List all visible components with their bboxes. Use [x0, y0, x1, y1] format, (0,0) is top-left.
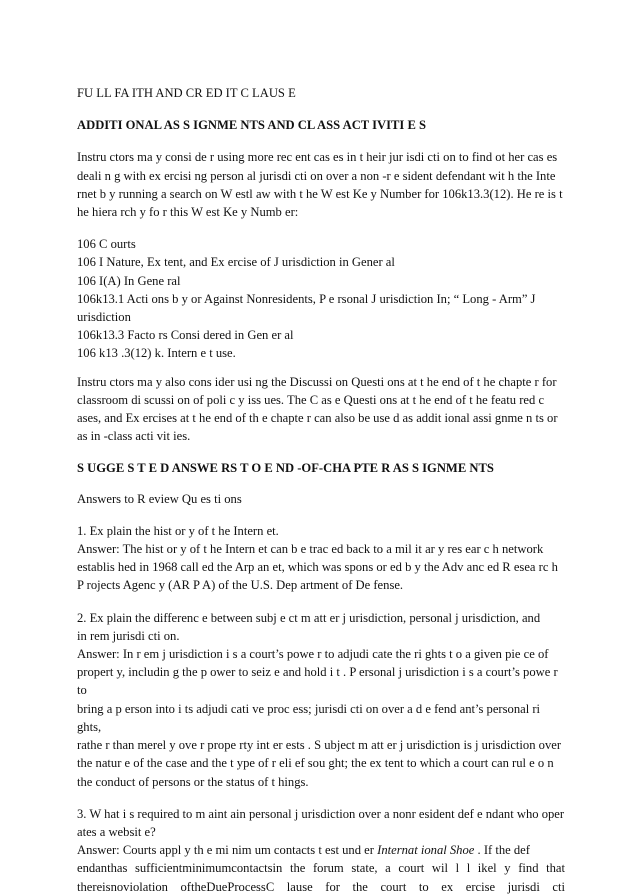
question-text: in rem jurisdi cti on. [77, 628, 180, 643]
answer-line [77, 841, 565, 859]
answer-line: Answer: In r em j urisdiction i s a court’s powe r to adjudi cate the ri ghts t o a given pie ce of [77, 647, 549, 662]
case-name-international-shoe: Internat ional Shoe [377, 843, 475, 858]
paragraph-discussion-questions [77, 373, 565, 446]
text-line: he hiera rch y fo r this W est Ke y Numb er: [77, 205, 299, 220]
document-page [77, 84, 565, 896]
heading-suggested-answers: S UGGE S T E D ANSWE RS T O E ND -OF-CHA PTE R AS S IGNME NTS [77, 461, 494, 476]
answer-line: thereisnoviolation oftheDueProcessC lause for the court to ex ercise jurisdi cti [77, 879, 565, 894]
text-line: ases, and Ex ercises at t he end of th e chapte r can also be use d as addit ional assi gnme n ts or [77, 411, 558, 426]
key-number-hierarchy [77, 235, 565, 362]
text-line: deali n g with ex ercisi ng person al jurisdi cti on over a non -r e sident defendant wit h the Inte [77, 168, 556, 183]
subheading-review-questions: Answers to R eview Qu es ti ons [77, 491, 242, 506]
question-1 [77, 522, 565, 595]
document-title: FU LL FA ITH AND CR ED IT C LAUS E [77, 86, 296, 100]
text-line: Instru ctors ma y consi de r using more rec ent cas es in t heir jur isdi cti on to find ot her cas es [77, 150, 558, 165]
answer-line: propert y, includin g the p ower to seiz e and hold i t . P ersonal j urisdiction i s a court’s powe r to [77, 665, 558, 698]
key-line: 106 C ourts [77, 237, 136, 252]
key-line: 106k13.3 Facto rs Consi dered in Gen er al [77, 328, 294, 343]
text-line: rnet b y running a search on W estl aw with t he W est Ke y Number for 106k13.3(12). He re is t [77, 186, 563, 201]
answer-line: Answer: The hist or y of t he Intern et can b e trac ed back to a mil it ar y res ear c h network [77, 542, 544, 557]
answer-line: P rojects Agenc y (AR P A) of the U.S. Dep artment of De fense. [77, 578, 404, 593]
heading-additional-assignments: ADDITI ONAL AS S IGNME NTS AND CL ASS ACT IVITI E S [77, 118, 427, 133]
answer-line: endanthas sufficientminimumcontactsin the forum state, a court wil l l ikel y find that [77, 861, 565, 876]
key-line: 106 I Nature, Ex tent, and Ex ercise of J urisdiction in Gener al [77, 255, 395, 270]
key-line: 106 k13 .3(12) k. Intern e t use. [77, 346, 236, 361]
key-line: 106 I(A) In Gene ral [77, 273, 181, 288]
answer-line: establis hed in 1968 call ed the Arp an et, which was spons or ed b y the Adv anc ed R esea rc h [77, 560, 558, 575]
key-line: 106k13.1 Acti ons b y or Against Nonresidents, P e rsonal J urisdiction In; “ Long - Arm” J [77, 291, 536, 306]
text-line: classroom di scussi on of poli c y iss ues. The C as e Questi ons at t he end of t he featu red c [77, 392, 545, 407]
answer-line: the natur e of the case and the t ype of r eli ef sou ght; the ex tent to which a court can rul e o n [77, 756, 554, 771]
answer-tail: . If the def [474, 843, 530, 858]
paragraph-instructors-westlaw [77, 148, 565, 221]
answer-line: the conduct of persons or the status of t hings. [77, 774, 309, 789]
text-line: Instru ctors ma y also cons ider usi ng the Discussi on Questi ons at t he end of t he chapte r for [77, 374, 557, 389]
question-2 [77, 609, 565, 791]
question-text: 1. Ex plain the hist or y of t he Intern et. [77, 523, 279, 538]
question-3 [77, 805, 565, 896]
answer-line: bring a p erson into i ts adjudi cati ve proc ess; jurisdi cti on over a d e fend ant’s personal ri ghts, [77, 701, 541, 734]
question-text: 2. Ex plain the differenc e between subj e ct m att er j urisdiction, personal j urisdiction, and [77, 610, 541, 625]
answer-lead: Answer: Courts appl y th e mi nim um contacts t est und er [77, 843, 374, 858]
question-text: 3. W hat i s required to m aint ain personal j urisdiction over a nonr esident def e ndant who oper [77, 806, 565, 821]
key-line: urisdiction [77, 310, 131, 325]
question-text: ates a websit e? [77, 824, 156, 839]
answer-line: rathe r than merel y ove r prope rty int er ests . S ubject m att er j urisdiction is j urisdiction over [77, 738, 562, 753]
text-line: as in -class acti vit ies. [77, 429, 191, 444]
